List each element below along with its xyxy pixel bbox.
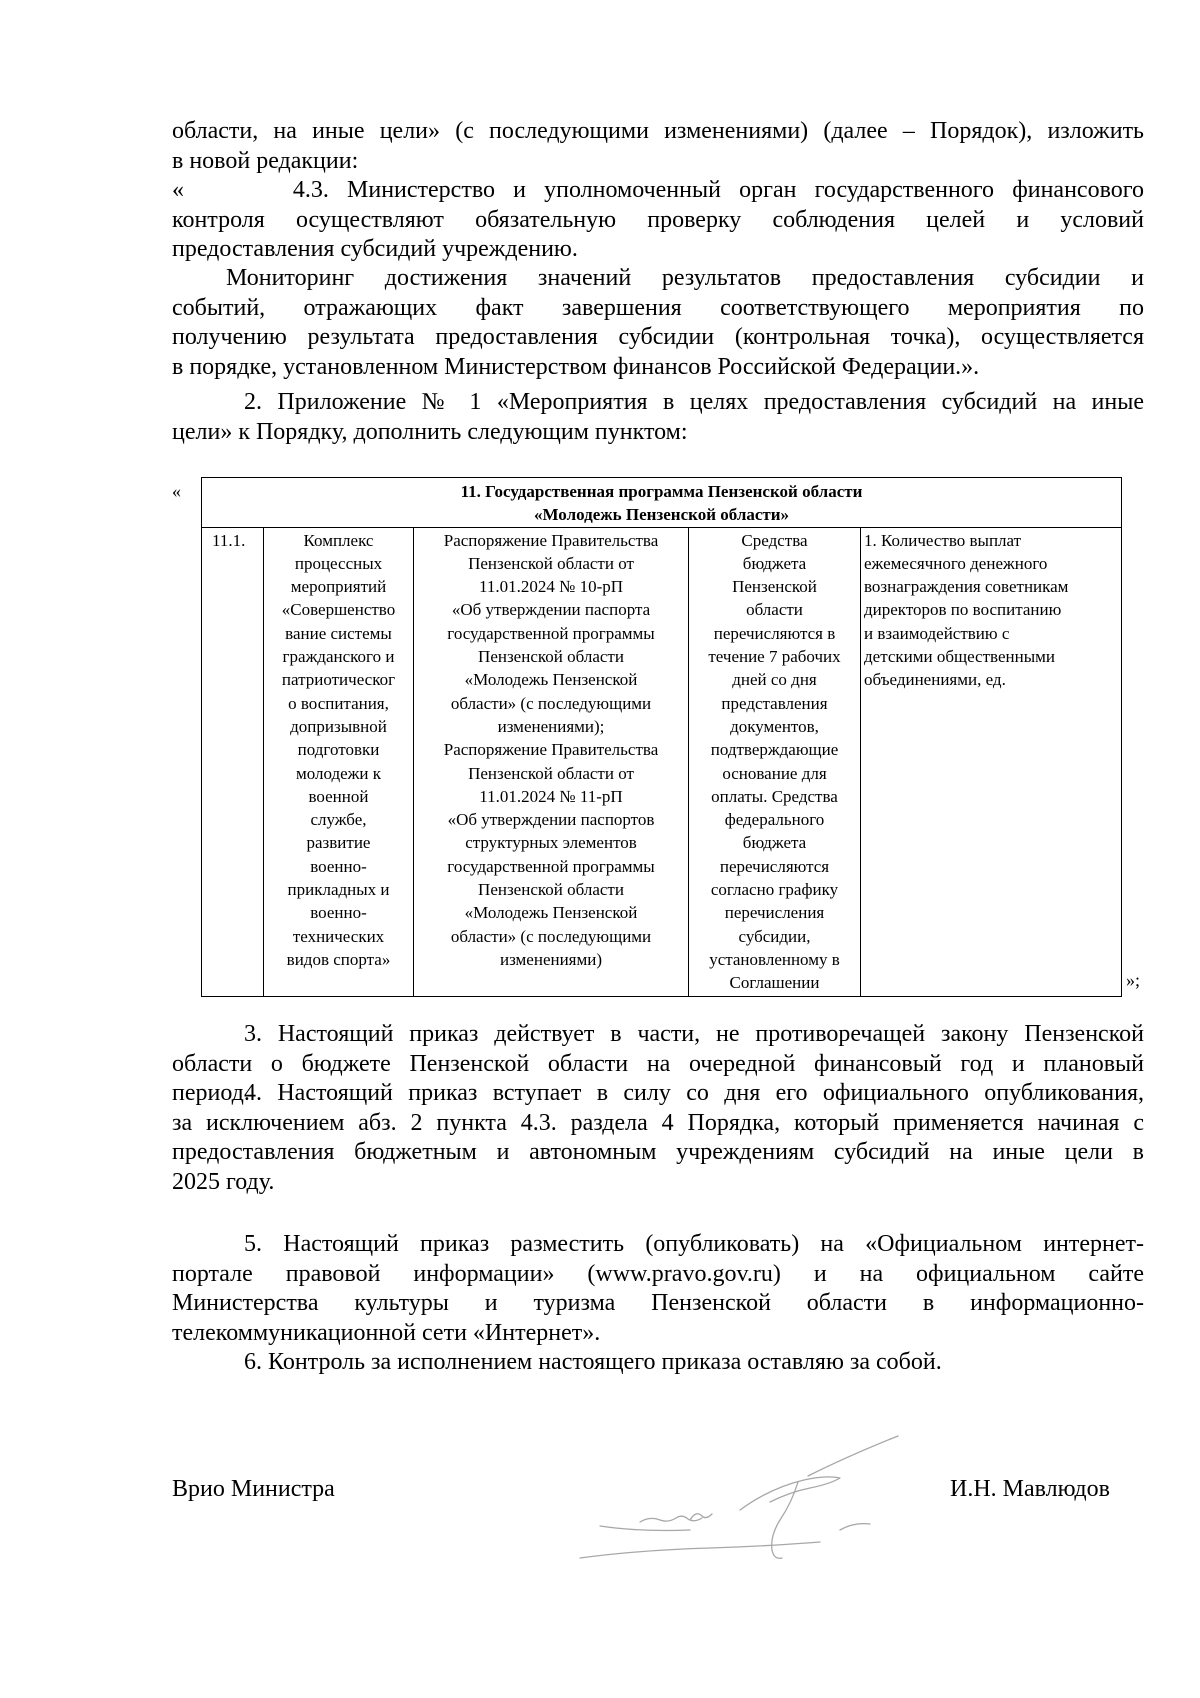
text-line: портале правовой информации» (www.pravo.gov.ru) и на официальном сайте <box>172 1260 1144 1287</box>
text-line: 2. Приложение № 1 «Мероприятия в целях предоставления субсидий на иные <box>244 389 1144 415</box>
text-line: 6. Контроль за исполнением настоящего приказа оставляю за собой. <box>244 1349 942 1375</box>
text-line: телекоммуникационной сети «Интернет». <box>172 1319 601 1346</box>
table-close-quote: »; <box>1126 970 1141 990</box>
table-open-quote: « <box>172 481 181 501</box>
text-line: получению результата предоставления субсидии (контрольная точка), осуществляется <box>172 324 1144 350</box>
text-line: в порядке, установленном Министерством финансов Российской Федерации.». <box>172 353 980 380</box>
text-line: период. <box>172 1080 250 1106</box>
item-6-paragraph <box>172 1348 1144 1378</box>
item-2-paragraph <box>172 388 1144 447</box>
table-header-row <box>202 478 1122 528</box>
text-line: области, на иные цели» (с последующими изменениями) (далее – Порядок), изложить <box>172 118 1144 144</box>
item-4-paragraph <box>172 1079 1144 1197</box>
text-line: контроля осуществляют обязательную проверку соблюдения целей и условий <box>172 206 1144 233</box>
monitoring-paragraph <box>172 264 1144 382</box>
text-line: « 4.3. Министерство и уполномоченный орган государственного финансового <box>172 177 1144 203</box>
intro-paragraph <box>172 117 1144 176</box>
program-title: 11. Государственная программа Пензенской области <box>460 482 863 501</box>
signatory-role: Врио Министра <box>172 1476 335 1502</box>
text-line: за исключением абз. 2 пункта 4.3. раздела 4 Порядка, который применяется начиная с <box>172 1109 1144 1136</box>
text-line: области о бюджете Пензенской области на очередной финансовый год и плановый <box>172 1050 1144 1077</box>
text-line: предоставления бюджетным и автономным учреждениям субсидий на иные цели в <box>172 1139 1144 1165</box>
item-5-paragraph <box>172 1230 1144 1348</box>
legal-basis-cell: Распоряжение Правительства Пензенской области от 11.01.2024 № 10-рП «Об утверждении паспорта государственной программы Пензенской области «Молодежь Пензенской области» (с последующими изменениями); Распоряжение Правительства Пензенской области от 11.01.2024 № 11-рП «Об утверждении паспортов структурных элементов государственной программы Пензенской области «Молодежь Пензенской области» (с последующими изменениями) <box>414 527 689 996</box>
text-line: 2025 году. <box>172 1168 275 1195</box>
program-subtitle: «Молодежь Пензенской области» <box>533 505 790 525</box>
appendix-table <box>201 477 1122 997</box>
text-line: 3. Настоящий приказ действует в части, не противоречащей закону Пензенской <box>244 1021 1144 1047</box>
text-line: в новой редакции: <box>172 147 359 174</box>
activity-cell: Комплекс процессных мероприятий «Совершенство вание системы гражданского и патриотическог о воспитания, допризывной подготовки молодежи к военной службе, развитие военно- прикладных и военно- технических видов спорта» <box>264 527 414 996</box>
handwritten-signature <box>540 1430 960 1580</box>
result-cell: 1. Количество выплат ежемесячного денежного вознаграждения советникам директоров по воспитанию и взаимодействию с детскими общественными объединениями, ед. <box>861 527 1122 996</box>
program-header-cell <box>202 478 1122 528</box>
table-row <box>202 527 1122 996</box>
text-line: 4. Настоящий приказ вступает в силу со дня его официального опубликования, <box>244 1080 1144 1106</box>
funding-cell: Средства бюджета Пензенской области перечисляются в течение 7 рабочих дней со дня представления документов, подтверждающие основание для оплаты. Средства федерального бюджета перечисляются согласно графику перечисления субсидии, установленному в Соглашении <box>689 527 861 996</box>
quoted-clause-4-3 <box>172 176 1144 265</box>
row-number-cell: 11.1. <box>202 527 264 996</box>
text-line: Мониторинг достижения значений результатов предоставления субсидии и <box>226 265 1144 291</box>
signatory-name: И.Н. Мавлюдов <box>950 1476 1110 1502</box>
text-line: предоставления субсидий учреждению. <box>172 236 578 262</box>
text-line: Министерства культуры и туризма Пензенской области в информационно- <box>172 1290 1144 1316</box>
text-line: цели» к Порядку, дополнить следующим пунктом: <box>172 418 688 445</box>
text-line: 5. Настоящий приказ разместить (опубликовать) на «Официальном интернет- <box>244 1231 1144 1257</box>
text-line: событий, отражающих факт завершения соответствующего мероприятия по <box>172 294 1144 321</box>
